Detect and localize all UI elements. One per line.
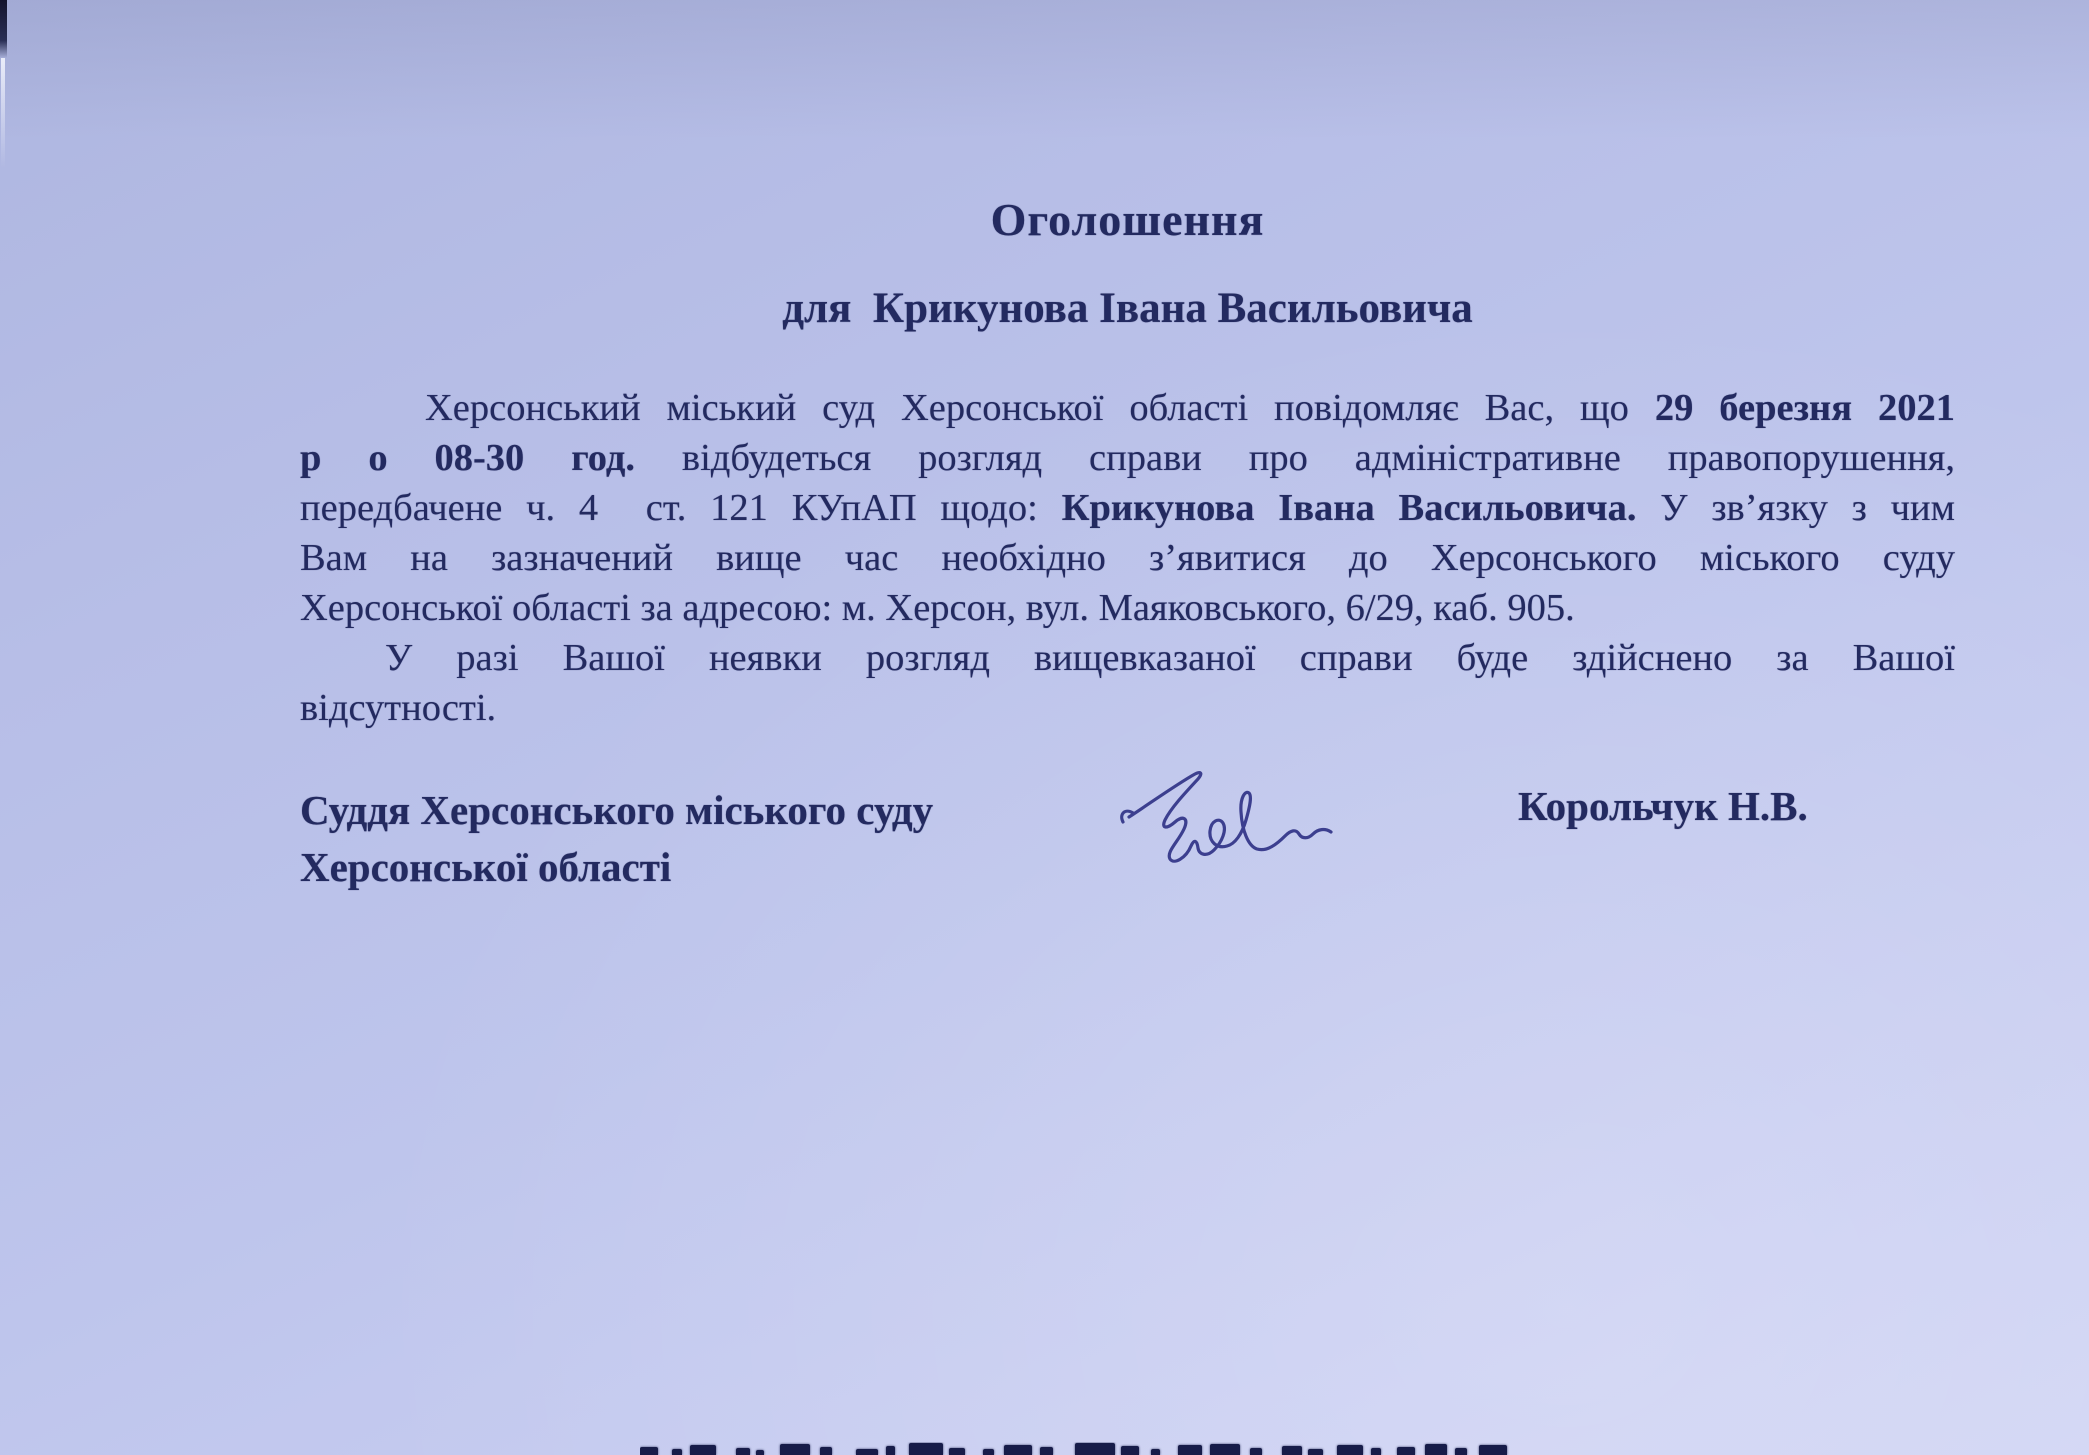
text-segment: Херсонської області за адресою: м. Херсон, вул. Маяковського, 6/29, каб. 905. — [300, 587, 1575, 629]
text-line — [300, 633, 1955, 683]
text-line — [300, 683, 1955, 733]
photo-edge-artifact — [0, 0, 7, 58]
text-segment: відбудеться розгляд справи про адміністративне правопорушення, — [635, 437, 1956, 479]
text-line — [300, 483, 1955, 533]
text-segment: 29 березня 2021 — [1654, 387, 1955, 429]
text-line — [300, 433, 1955, 483]
text-line — [300, 583, 1955, 633]
addressee-line: для Крикунова Івана Васильовича — [782, 285, 1473, 332]
judge-role-line-2: Херсонської області — [300, 844, 672, 890]
text-segment: У разі Вашої неявки розгляд вищевказаної справи буде здійснено за Вашої — [385, 637, 1955, 679]
text-segment: передбачене ч. 4 ст. 121 КУпАП щодо: — [300, 487, 1062, 529]
body-paragraphs — [300, 383, 1955, 733]
photo-edge-highlight — [1, 58, 5, 168]
signature-block — [300, 782, 1955, 922]
text-segment: Крикунова Івана Васильовича. — [1061, 487, 1637, 529]
text-line — [300, 533, 1955, 583]
paragraph — [300, 383, 1955, 633]
judge-role-line-1: Суддя Херсонського міського суду — [300, 787, 934, 833]
paragraph — [300, 633, 1955, 733]
document-title: Оголошення — [990, 194, 1265, 245]
text-segment: Херсонський міський суд Херсонської області повідомляє Вас, що — [425, 387, 1655, 429]
judge-name: Корольчук Н.В. — [1518, 783, 1808, 829]
text-line — [300, 383, 1955, 433]
text-segment: У зв’язку з чим — [1636, 487, 1955, 529]
handwritten-signature — [1115, 760, 1355, 885]
text-segment: відсутності. — [300, 687, 497, 729]
text-segment: р о 08-30 год. — [300, 437, 635, 479]
text-segment: Вам на зазначений вище час необхідно з’явитися до Херсонського міського суду — [300, 537, 1955, 579]
cut-off-text-fragment — [640, 1442, 1825, 1455]
